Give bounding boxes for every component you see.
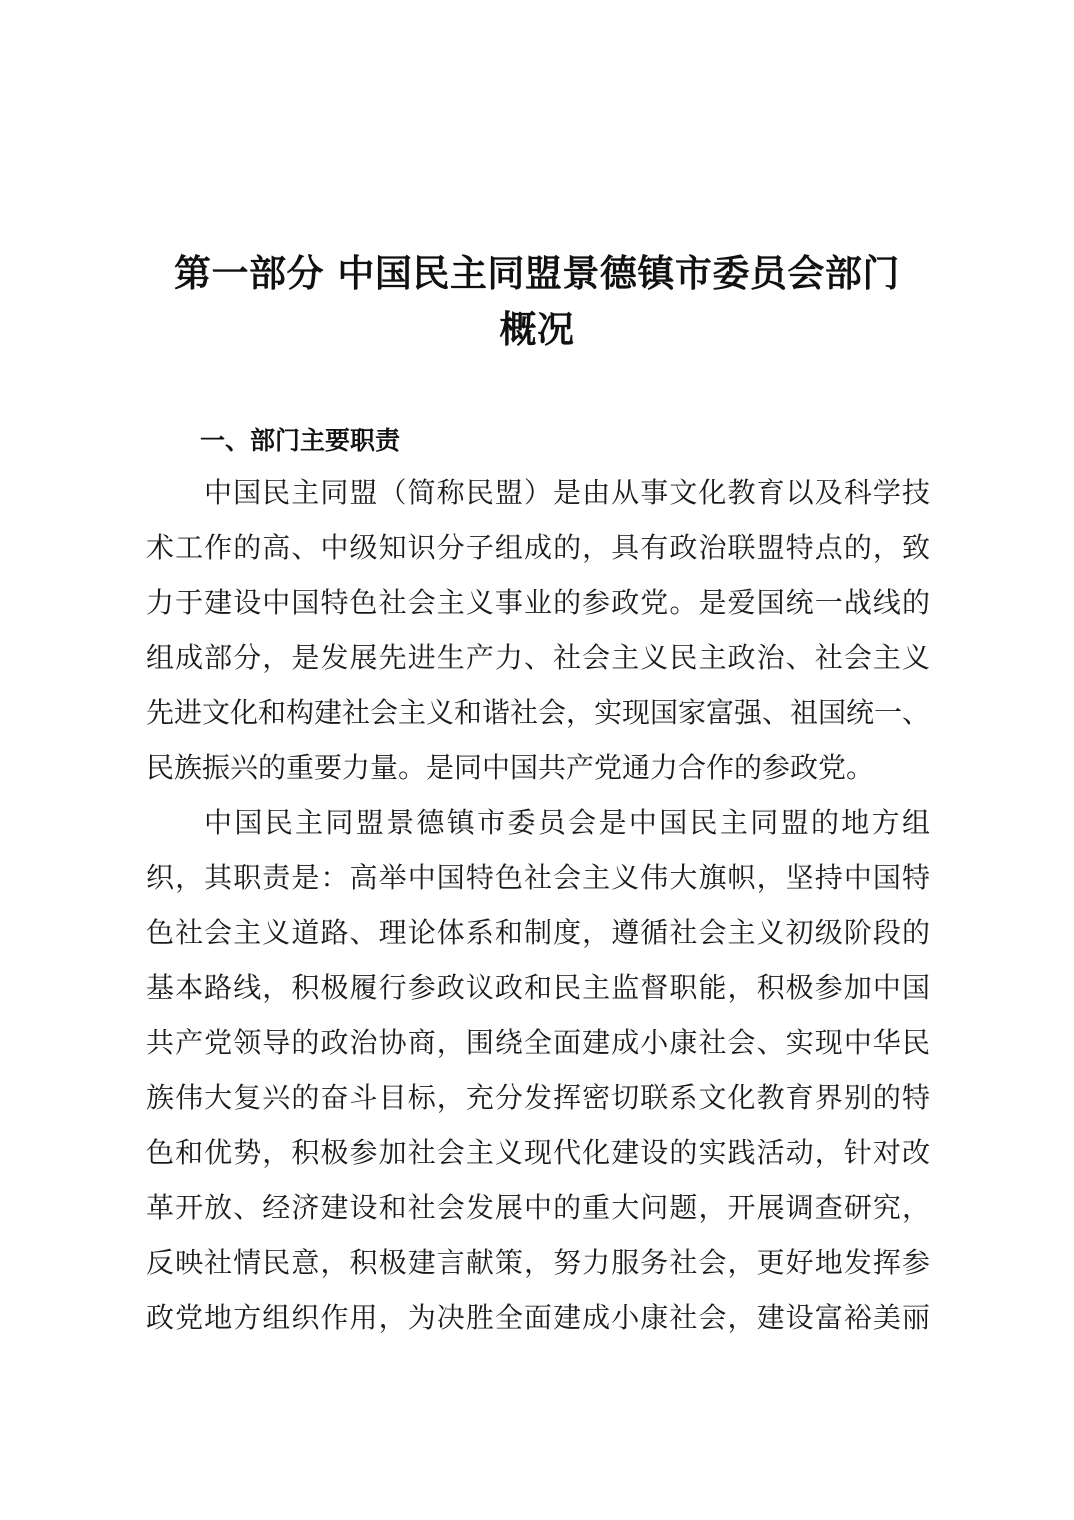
paragraph-line: 共产党领导的政治协商，围绕全面建成小康社会、实现中华民 bbox=[146, 1026, 930, 1059]
paragraph-line: 族伟大复兴的奋斗目标，充分发挥密切联系文化教育界别的特 bbox=[146, 1081, 930, 1114]
paragraph-line: 色和优势，积极参加社会主义现代化建设的实践活动，针对改 bbox=[146, 1136, 930, 1169]
page-title-line-1: 第一部分 中国民主同盟景德镇市委员会部门 bbox=[174, 252, 900, 295]
page-title-line-2: 概况 bbox=[499, 308, 575, 351]
paragraph-line: 政党地方组织作用，为决胜全面建成小康社会，建设富裕美丽 bbox=[146, 1301, 930, 1334]
paragraph-line: 力于建设中国特色社会主义事业的参政党。是爱国统一战线的 bbox=[146, 586, 930, 619]
paragraph-line: 革开放、经济建设和社会发展中的重大问题，开展调查研究， bbox=[146, 1191, 930, 1224]
paragraph-line: 组成部分，是发展先进生产力、社会主义民主政治、社会主义 bbox=[146, 641, 930, 674]
paragraph-line: 基本路线，积极履行参政议政和民主监督职能，积极参加中国 bbox=[146, 971, 930, 1004]
paragraph-line: 先进文化和构建社会主义和谐社会，实现国家富强、祖国统一、 bbox=[146, 696, 931, 729]
paragraph-line: 术工作的高、中级知识分子组成的，具有政治联盟特点的，致 bbox=[146, 531, 930, 564]
paragraph-line: 织，其职责是：高举中国特色社会主义伟大旗帜，坚持中国特 bbox=[146, 861, 930, 894]
section-heading: 一、部门主要职责 bbox=[200, 426, 401, 455]
paragraph-line: 中国民主同盟（简称民盟）是由从事文化教育以及科学技 bbox=[204, 476, 930, 509]
paragraph-line: 中国民主同盟景德镇市委员会是中国民主同盟的地方组 bbox=[204, 806, 930, 839]
paragraph-line: 民族振兴的重要力量。是同中国共产党通力合作的参政党。 bbox=[146, 751, 875, 784]
paragraph-line: 色社会主义道路、理论体系和制度，遵循社会主义初级阶段的 bbox=[146, 916, 930, 949]
paragraph-line: 反映社情民意，积极建言献策，努力服务社会，更好地发挥参 bbox=[146, 1246, 930, 1279]
